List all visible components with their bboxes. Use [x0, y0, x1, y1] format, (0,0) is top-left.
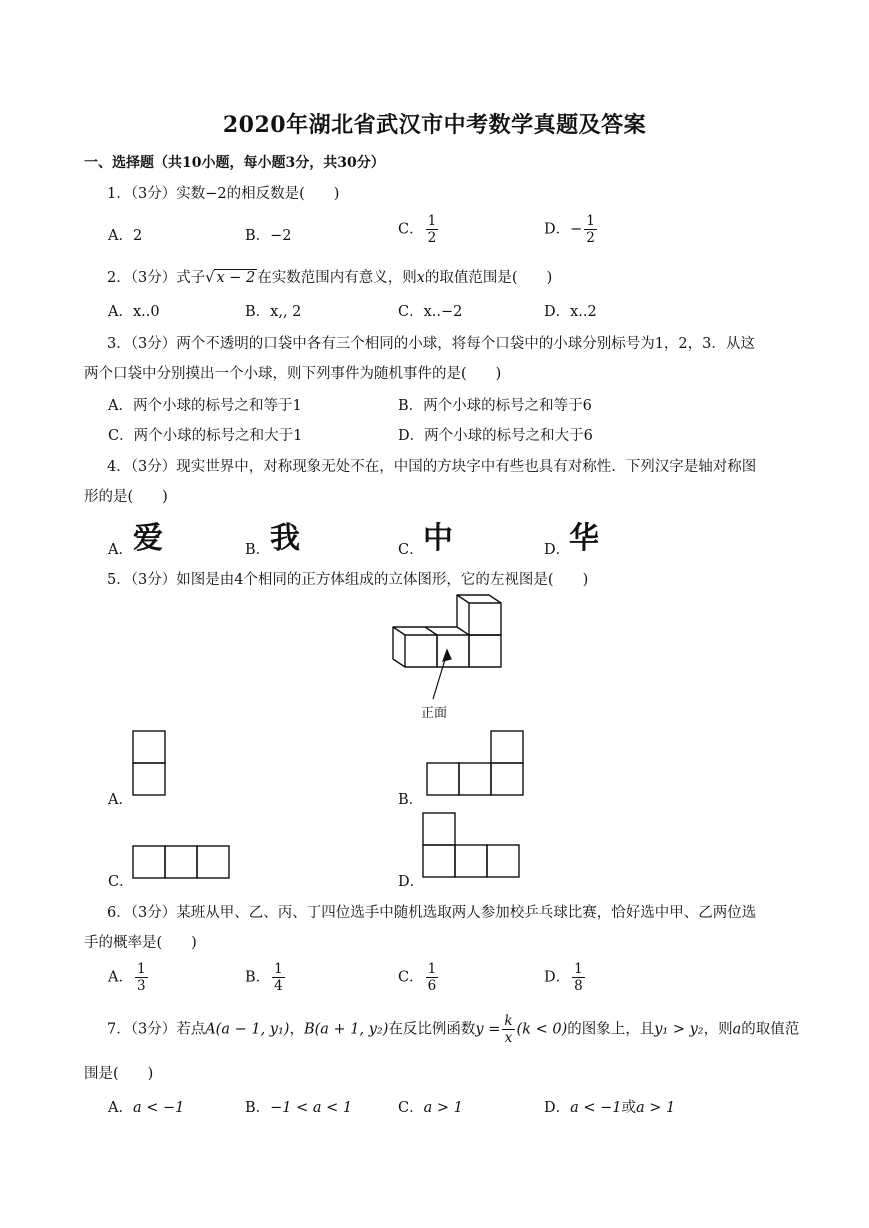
numerator: k	[504, 1013, 513, 1029]
q4-option-a-char: 爱	[133, 521, 163, 556]
front-view-label: 正面	[421, 706, 448, 721]
section-heading: 一、选择题（共10小题，每小题3分，共30分）	[84, 155, 385, 171]
q6-option-d-fraction	[572, 962, 585, 993]
q7-stem-d: ，则	[703, 1021, 733, 1038]
q2-option-b: B．x,, 2	[245, 304, 302, 320]
q7-stem-b: 在反比例函数	[388, 1021, 476, 1038]
denominator: 8	[574, 978, 583, 995]
numerator: 1	[586, 213, 595, 229]
q6-option-a-label: A．	[108, 969, 133, 986]
q7-option-a	[108, 1096, 184, 1117]
question-6-stem-line1: 6．（3分）某班从甲、乙、丙、丁四位选手中随机选取两人参加校乒乓球比赛，恰好选中甲、乙两位选	[107, 905, 757, 921]
question-4-stem-line2: 形的是( )	[84, 489, 168, 505]
question-1-stem: 1．（3分）实数−2的相反数是( )	[107, 186, 340, 202]
q5-option-b-figure	[426, 730, 526, 798]
q2-stem-pre: 2．（3分）式子	[107, 270, 206, 286]
q6-option-c-fraction	[426, 962, 439, 993]
cube-front-face-1	[405, 635, 437, 667]
q1-option-c-label: C．	[398, 221, 424, 238]
q7-function-lhs: y =	[475, 1021, 501, 1038]
q7-option-b-expr: −1 < a < 1	[270, 1100, 353, 1116]
q7-option-b-label: B．	[245, 1100, 271, 1116]
cube-front-face-3	[469, 635, 501, 667]
sqrt-symbol: √	[205, 270, 215, 286]
q5-option-d-label: D．	[398, 874, 425, 890]
question-7-stem-line2: 围是( )	[84, 1066, 154, 1082]
question-3-stem-line2: 两个口袋中分别摸出一个小球，则下列事件为随机事件的是( )	[84, 366, 502, 382]
q3-option-b: B．两个小球的标号之和等于6	[398, 398, 592, 414]
q7-option-d-expr: a < −1	[570, 1100, 622, 1116]
q5-option-c-label: C．	[108, 874, 134, 890]
numerator: 1	[427, 961, 437, 977]
q7-point-b: B(a + 1, y₂)	[303, 1021, 389, 1038]
q7-option-d-or: 或	[621, 1100, 637, 1116]
solid-figure-diagram	[385, 595, 515, 695]
q4-option-b-char: 我	[270, 521, 300, 556]
question-3-stem-line1: 3．（3分）两个不透明的口袋中各有三个相同的小球，将每个口袋中的小球分别标号为1，2，3．从这	[107, 336, 755, 352]
q2-variable: x	[416, 270, 425, 286]
q7-option-d-expr2: a > 1	[636, 1100, 676, 1116]
q7-option-a-expr: a < −1	[132, 1100, 185, 1116]
q7-option-b	[245, 1096, 352, 1117]
q6-option-b-label: B．	[245, 969, 271, 986]
q2-stem-post: 在实数范围内有意义，则	[257, 270, 417, 286]
q5-option-a-label: A．	[108, 792, 133, 808]
denominator: 3	[136, 978, 146, 995]
cube-upper-front-face	[469, 603, 501, 635]
q6-option-a-fraction	[135, 962, 148, 993]
q6-option-d-label: D．	[544, 969, 571, 986]
numerator: 1	[574, 961, 583, 977]
q7-stem-e: 的取值范	[741, 1021, 800, 1038]
q4-option-d-char: 华	[569, 521, 599, 556]
q1-option-c	[398, 214, 440, 245]
denominator: 2	[586, 230, 595, 247]
question-2-stem	[107, 266, 552, 287]
page-title: 2020年湖北省武汉市中考数学真题及答案	[222, 112, 647, 138]
q7-stem-c: 的图象上，且	[567, 1021, 655, 1038]
numerator: 1	[136, 961, 146, 977]
numerator: 1	[427, 213, 437, 229]
question-5-stem: 5．（3分）如图是由4个相同的正方体组成的立体图形，它的左视图是( )	[107, 572, 589, 588]
q6-option-d	[544, 962, 587, 993]
q5-option-b-label: B．	[398, 792, 424, 808]
q4-option-a-label: A．	[108, 542, 133, 558]
q6-option-c	[398, 962, 440, 993]
q2-option-c: C．x..−2	[398, 304, 463, 320]
q7-function-fraction	[502, 1014, 514, 1045]
cube-upper-top-face	[457, 595, 501, 603]
q5-option-c-figure	[132, 845, 232, 881]
denominator: 4	[274, 978, 283, 995]
q1-option-d-label: D．−	[544, 221, 583, 238]
q6-option-a	[108, 962, 150, 993]
q7-function-condition: (k < 0)	[516, 1021, 568, 1038]
question-4-stem-line1: 4．（3分）现实世界中，对称现象无处不在，中国的方块字中有些也具有对称性．下列汉字是轴对称图	[107, 459, 757, 475]
q4-option-d-label: D．	[544, 542, 571, 558]
q7-variable: a	[732, 1021, 742, 1038]
q6-option-b-fraction	[272, 962, 285, 993]
q3-option-c: C．两个小球的标号之和大于1	[108, 428, 303, 444]
q1-option-a: A．2	[108, 228, 143, 244]
q2-option-d: D．x..2	[544, 304, 597, 320]
question-7-stem-line1	[107, 1014, 799, 1045]
q7-stem-a: 7．（3分）若点	[107, 1021, 206, 1038]
denominator: 6	[427, 978, 437, 995]
denominator: 2	[427, 230, 437, 247]
cube-front-face-2	[437, 635, 469, 667]
q5-option-a-figure	[132, 730, 166, 798]
q7-option-d-label: D．	[544, 1100, 571, 1116]
q3-option-d: D．两个小球的标号之和大于6	[398, 428, 593, 444]
q6-option-b	[245, 962, 287, 993]
q2-stem-end: 的取值范围是( )	[424, 270, 553, 286]
q2-option-a: A．x..0	[108, 304, 160, 320]
q7-option-c-label: C．	[398, 1100, 424, 1116]
q7-option-c	[398, 1096, 463, 1117]
q7-condition: y₁ > y₂	[654, 1021, 704, 1038]
q7-option-a-label: A．	[108, 1100, 133, 1116]
q1-option-d	[544, 214, 599, 245]
q7-separator: ，	[289, 1021, 304, 1038]
q4-option-c-label: C．	[398, 542, 424, 558]
question-6-stem-line2: 手的概率是( )	[84, 935, 197, 951]
q7-point-a: A(a − 1, y₁)	[205, 1021, 290, 1038]
q5-option-d-figure	[422, 812, 522, 880]
front-arrow-head	[443, 650, 451, 661]
cube-side-face	[393, 627, 405, 667]
q7-option-c-expr: a > 1	[423, 1100, 463, 1116]
q7-option-d	[544, 1096, 675, 1117]
denominator: x	[504, 1030, 513, 1047]
q4-option-b-label: B．	[245, 542, 271, 558]
q2-radicand: x − 2	[216, 270, 256, 286]
q3-option-a: A．两个小球的标号之和等于1	[108, 398, 302, 414]
q1-option-d-fraction	[584, 214, 597, 245]
q6-option-c-label: C．	[398, 969, 424, 986]
q1-option-b: B．−2	[245, 228, 292, 244]
q4-option-c-char: 中	[423, 521, 453, 556]
numerator: 1	[274, 961, 283, 977]
q1-option-c-fraction	[426, 214, 439, 245]
